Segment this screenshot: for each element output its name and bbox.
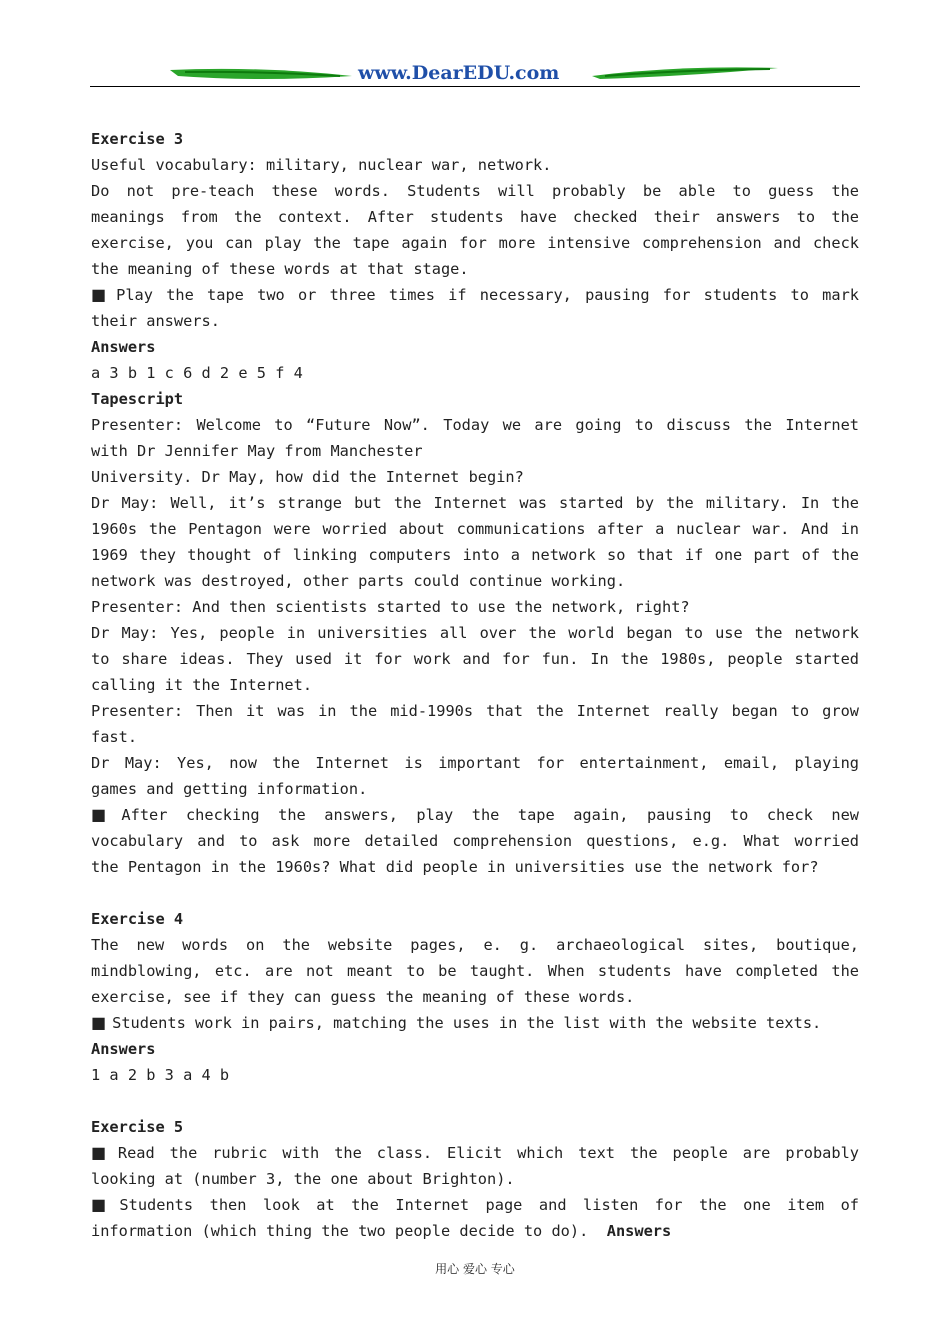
bullet-continuation: looking at (number 3, the one about Brighton).	[91, 1170, 515, 1188]
answers-heading: Answers	[91, 338, 156, 356]
tapescript-line: Dr May: Yes, now the Internet is important for entertainment, email, playing	[91, 754, 859, 772]
header-divider	[90, 86, 860, 87]
bullet-line	[91, 282, 859, 308]
page-footer: 用心 爱心 专心	[435, 1262, 515, 1276]
answers-heading: Answers	[606, 1222, 672, 1240]
tapescript-line: University. Dr May, how did the Internet begin?	[91, 468, 524, 486]
tapescript-line: 1960s the Pentagon were worried about communications after a nuclear war. And in	[91, 520, 859, 538]
tapescript-line: network was destroyed, other parts could continue working.	[91, 572, 626, 590]
spacer	[91, 880, 859, 906]
paragraph-line: the meaning of these words at that stage.	[91, 260, 469, 278]
tapescript-line: Dr May: Yes, people in universities all over the world began to use the network	[91, 624, 859, 642]
answers-text: 1 a 2 b 3 a 4 b	[91, 1066, 230, 1084]
site-logo: www.DearEDU.com	[358, 62, 560, 84]
paragraph-line: Do not pre-teach these words. Students will probably be able to guess the	[91, 182, 859, 200]
tapescript-line: Dr May: Well, it’s strange but the Internet was started by the military. In the	[91, 494, 859, 512]
paragraph-line: exercise, you can play the tape again for more intensive comprehension and check	[91, 234, 859, 252]
exercise-5-heading: Exercise 5	[91, 1118, 184, 1136]
bullet-continuation	[91, 1218, 859, 1244]
document-body	[91, 126, 859, 1244]
tapescript-line: with Dr Jennifer May from Manchester	[91, 442, 423, 460]
bullet-text: Read the rubric with the class. Elicit which text the people are probably	[117, 1144, 859, 1162]
bullet-continuation: vocabulary and to ask more detailed comprehension questions, e.g. What worried	[91, 832, 859, 850]
exercise-4-heading: Exercise 4	[91, 910, 184, 928]
tapescript-line: 1969 they thought of linking computers into a network so that if one part of the	[91, 546, 859, 564]
exercise-3-heading: Exercise 3	[91, 130, 184, 148]
paragraph-line: The new words on the website pages, e. g. archaeological sites, boutique,	[91, 936, 859, 954]
answers-heading: Answers	[91, 1040, 156, 1058]
square-bullet-icon: ■	[91, 805, 116, 824]
paragraph-line: meanings from the context. After students have checked their answers to the	[91, 208, 859, 226]
answers-text: a 3 b 1 c 6 d 2 e 5 f 4	[91, 364, 303, 382]
bullet-text: Students work in pairs, matching the uses in the list with the website texts.	[112, 1014, 822, 1032]
bullet-continuation: the Pentagon in the 1960s? What did people in universities use the network for?	[91, 858, 819, 876]
bullet-text: information (which thing the two people decide to do).	[91, 1222, 589, 1240]
useful-vocabulary: Useful vocabulary: military, nuclear war, network.	[91, 156, 552, 174]
bullet-text: After checking the answers, play the tape again, pausing to check new	[121, 806, 859, 824]
bullet-continuation: their answers.	[91, 312, 220, 330]
square-bullet-icon: ■	[91, 1195, 114, 1214]
tapescript-line: calling it the Internet.	[91, 676, 313, 694]
bullet-line	[91, 1010, 859, 1036]
bullet-text: Students then look at the Internet page and listen for the one item of	[119, 1196, 859, 1214]
spacer	[91, 1088, 859, 1114]
square-bullet-icon: ■	[91, 1143, 112, 1162]
tapescript-line: fast.	[91, 728, 138, 746]
bullet-line	[91, 1140, 859, 1166]
paragraph-line: mindblowing, etc. are not meant to be taught. When students have completed the	[91, 962, 859, 980]
tapescript-line: Presenter: And then scientists started to use the network, right?	[91, 598, 690, 616]
bullet-text: Play the tape two or three times if necessary, pausing for students to mark	[116, 286, 859, 304]
bullet-line	[91, 1192, 859, 1218]
bullet-line	[91, 802, 859, 828]
tapescript-line: Presenter: Welcome to “Future Now”. Today we are going to discuss the Internet	[91, 416, 859, 434]
tapescript-line: games and getting information.	[91, 780, 368, 798]
square-bullet-icon: ■	[91, 1013, 107, 1032]
page-header	[90, 62, 860, 90]
square-bullet-icon: ■	[91, 285, 111, 304]
paragraph-line: exercise, see if they can guess the meaning of these words.	[91, 988, 635, 1006]
tapescript-line: to share ideas. They used it for work and for fun. In the 1980s, people started	[91, 650, 859, 668]
tapescript-line: Presenter: Then it was in the mid-1990s that the Internet really began to grow	[91, 702, 859, 720]
tapescript-heading: Tapescript	[91, 390, 184, 408]
